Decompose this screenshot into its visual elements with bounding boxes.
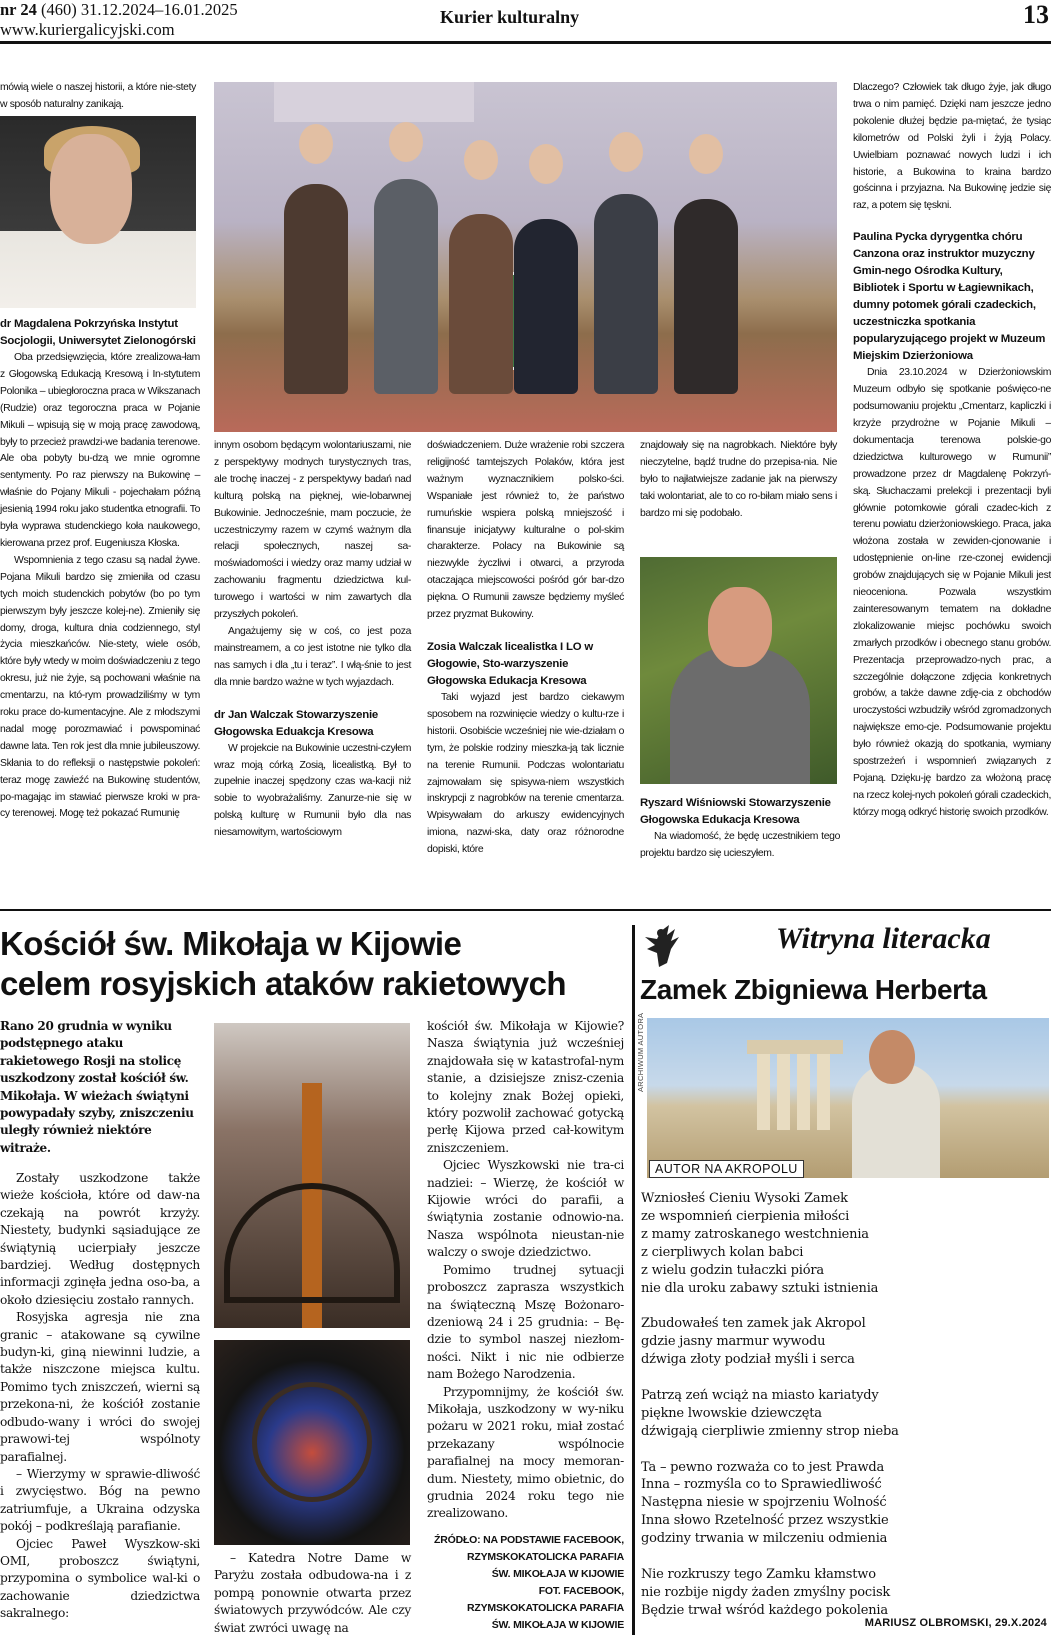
magda-paragraph-1: Oba przedsięwzięcia, które zrealizowa-łam z Głogowską Edukacją Kresową i In-stytutem Polonika – ubiegłoroczna praca w Wikszanach (Rudzie) oraz tegoroczna praca w Pojanie Mikuli – wpisują się w moją pracę zawodową, były to przecież prawdzi-we badania terenowe. Ale oba pobyty bu-dzą we mnie ogromne sentymenty. Po raz pierwszy na Bukowinę – właśnie do Pojany Mikuli - pojechałam późną jesienią 1994 roku jako studentka etnografii. To była wyprawa studenckiego koła naukowego, kierowana przez prof. Eugeniusza Kłoska. — [0, 352, 200, 549]
column-divider — [632, 925, 635, 1635]
zosia-heading: Zosia Walczak licealistka I LO w Głogowie, Sto-warzyszenie Głogowska Edukacja Kresowa — [427, 640, 594, 687]
kosciol-col1: Zostały uszkodzone także wieże kościoła, które od daw-na czekają na powrót krzyży. Niestety, budynki sąsiadujące ze świątynią ucierpiały jeszcze bardziej. Według dostępnych informacji zginęła jedna oso-ba, a około dziesięciu zostało rannych. Rosyjska agresja nie zna granic – atakowane są cywilne budyn-ki, giną niewinni ludzie, a także niszczone miejsca kultu. Pomimo tych zniszczeń, wierni są przekona-ni, że kościół zostanie odbudo-wany i wróci do swojej prawowi-tej wspólnoty parafialnej. – Wierzymy w sprawie-dliwość i zwycięstwo. Bóg na pewno zatriumfuje, a Ukraina odzyska pokój – podkreślają parafianie. Ojciec Paweł Wyszkow-ski OMI, proboszcz świątyni, przypomina o symbolice wal-ki o zachowanie dziedzictwa sakralnego: — [0, 1171, 200, 1621]
kosciol-col2: – Katedra Notre Dame w Paryżu została odbudowa-na i z pompą ponownie otwarta przez światowych przywódców. Ale czy świat zwróci uwagę na — [214, 1551, 411, 1635]
ryszard-paragraph-1: Na wiadomość, że będę uczestnikiem tego projektu bardzo się ucieszyłem. — [640, 831, 840, 859]
witryna-literacka-heading: Witryna literacka — [776, 922, 991, 955]
ryszard-heading: Ryszard Wiśniowski Stowarzyszenie Głogowska Edukacja Kresowa — [640, 797, 831, 826]
angel-statue-icon — [641, 923, 683, 968]
masthead-left — [0, 0, 238, 40]
poem-title: Zamek Zbigniewa Herberta — [640, 974, 987, 1005]
photo-source-credit: ŹRÓDŁO: NA PODSTAWIE FACEBOOK, RZYMSKOKATOLICKA PARAFIA ŚW. MIKOŁAJA W KIJOWIE FOT. FACEBOOK, RZYMSKOKATOLICKA PARAFIA ŚW. MIKOŁAJA W KIJOWIE — [434, 1534, 624, 1631]
col5-body — [853, 80, 1051, 822]
col3-body — [427, 438, 624, 859]
photo-group-participants — [214, 82, 837, 432]
col2-paragraph-1: innym osobom będącym wolontariuszami, nie z perspektywy modnych turystycznych tras, ale trochę inaczej - z perspektywy badań nad kulturą polską na pięknej, wie-lobarwnej Bukowinie. Jednocześnie, mam poczucie, że uczestniczymy razem w czymś ważnym dla relacji społecznych, naszej sa-moświadomości i wiedzy oraz mamy udział w zachowaniu fragmentu dziedzictwa kul-turowego i wartości w nim zawartych dla przyszłych pokoleń. — [214, 440, 411, 621]
photo-author-acropolis — [647, 1018, 1049, 1178]
header-divider — [0, 41, 1051, 44]
col1-intro: mówią wiele o naszej historii, a które nie-stety w sposób naturalny zanikają. — [0, 82, 196, 110]
col4-body — [640, 795, 840, 863]
poem-stanza: Patrzą zeń wciąż na miasto kariatydy piękne lwowskie dziewczęta dźwigają cierpliwie zmienny strop nieba — [641, 1387, 899, 1439]
col3-paragraph-1: doświadczeniem. Duże wrażenie robi szczera religijność tamtejszych Polaków, która jest ważnym wyznacznikiem polsko-ści. Wspaniałe jest również to, że państwo rumuńskie wspiera polską mniejszość i finansuje inicjatywy kulturalne o pol-skim charakterze. Polacy na Bukowinie są niezwykle życzliwi i otwarci, a przyroda otaczająca miejscowości pośród gór bar-dzo piękna. O Rumunii zawsze będziemy myśleć przez pryzmat Bukowiny. — [427, 440, 624, 621]
poem-stanza: Zbudowałeś ten zamek jak Akropol gdzie jasny marmur wywodu dźwiga złoty podział myśli i serca — [641, 1316, 866, 1368]
col4-text: znajdowały się na nagrobkach. Niektóre były nieczytelne, bądź trudne do przepisa-nia. Nie było to najłatwiejsze zadanie jak na pierwszy taki wolontariat, ale to co ro-biłam miało sens i bardzo mi się podobało. — [640, 440, 837, 519]
col2-body — [214, 438, 411, 842]
issue-number: nr 24 — [0, 0, 37, 19]
magda-paragraph-2: Wspomnienia z tego czasu są nadal żywe. Pojana Mikuli bardzo się zmieniła od czasu tych moich studenckich pobytów (bo po tym pierwszym były jeszcze kolej-ne). Zmieniły się domy, droga, kultura dnia codziennego, styl życia mieszkańców. Nie-stety, wiele osób, które były wtedy w moim doświadczeniu z tego okresu, już nie żyje, są pochowani właśnie na cmentarzu, na któ-rym prowadziliśmy w tym roku prace do-kumentacyjne. Ale z młodszymi nadal mogę porozmawiać i powspominać dawne lata. Ten rok jest dla mnie jubileuszowy. Skłania to do refleksji o następstwie pokoleń: teraz mogę zawieźć na Bukowinę studentów, po-magając im stawiać pierwsze kroki w pra-cy terenowej. Mogę też pokazać Rumunię — [0, 554, 201, 820]
kosciol-lead: Rano 20 grudnia w wyniku podstępnego ataku rakietowego Rosji na stolicę uszkodzony został kościół św. Mikołaja. W wieżach świątyni powypadały szyby, zniszczeniu uległy również niektóre witraże. — [0, 1019, 194, 1155]
photo-credit: ARCHIWUM AUTORA — [636, 1012, 645, 1092]
magda-heading: dr Magdalena Pokrzyńska Instytut Socjologii, Uniwersytet Zielonogórski — [0, 318, 196, 347]
section-divider — [0, 909, 1051, 911]
photo-caption: AUTOR NA AKROPOLU — [649, 1160, 804, 1178]
poem-text — [641, 1190, 1051, 1635]
poem-stanza: Wzniosłeś Cieniu Wysoki Zamek ze wspomnień cierpienia miłości z mamy zatroskanego westchnienia z cierpliwych kolan babci z wielu godzin tułaczki pióra nie dla uroku zabawy sztuki istnienia — [641, 1191, 879, 1296]
col1-body — [0, 316, 200, 823]
poem-author-signature: MARIUSZ OLBROMSKI, 29.X.2024 — [864, 1617, 1047, 1629]
jan-heading: dr Jan Walczak Stowarzyszenie Głogowska Eduakcja Kresowa — [214, 708, 379, 738]
page-number: 13 — [1023, 0, 1049, 29]
col5-paragraph-1: Dlaczego? Człowiek tak długo żyje, jak długo trwa o nim pamięć. Dzięki nam jeszcze jedno pokolenie dłużej będzie pa-miętać, że tysiąc kilometrów od Polski żyli i żyją Polacy. Uwielbiam poznawać nowych ludzi i ich historie, a Bukowina to kraina bardzo gościnna i przyjazna. Na Bukowinę jedzie się raz, a potem się tęskni. — [853, 82, 1051, 212]
kosciol-col3: kościół św. Mikołaja w Kijowie? Nasza świątynia już wcześniej znajdowała się w katastrofal-nym stanie, a dzisiejsze znisz-czenia to kolejny znak Bożej opieki, który pozwolił zachować gotycką perłę Kijowa przed cał-kowitym zniszczeniem. Ojciec Wyszkowski nie tra-ci nadziei: – Wierzę, że kościół w Kijowie wróci do parafii, a świątynia zostanie odnowio-na. Nasza wspólnota nieustan-nie walczy o swoje dziedzictwo. Pomimo trudnej sytuacji proboszcz zaprasza wszystkich na świąteczną Mszę Bożonaro-dzeniową 24 i 25 grudnia: – Bę-dzie to symbol naszej niezłom-ności. Nikt i nic nie odbierze nam Bożego Narodzenia. Przypomnijmy, że kościół św. Mikołaja, uszkodzony w wy-niku pożaru w 2021 roku, miał zostać przekazany wspólnocie parafialnej na mocy memoran-dum. Niestety, mimo obietnic, do grudnia 2024 roku tego nie zrealizowano. — [427, 1019, 624, 1521]
photo-church-tower — [214, 1023, 410, 1328]
paulina-heading: Paulina Pycka dyrygentka chóru Canzona oraz instruktor muzyczny Gmin-nego Ośrodka Kultury, Bibliotek i Sportu w Łagiewnikach, dumny potomek górali czadeckich, uczestniczka spotkania popularyzującego projekt w Muzeum Miejskim Dzierżoniowa — [853, 231, 1046, 363]
issue-dates: (460) 31.12.2024–16.01.2025 — [36, 0, 238, 19]
poem-stanza: Ta – pewno rozważa co to jest Prawda Inna – rozmyśla co to Sprawiedliwość Następna niesie w spojrzeniu Wolność Inna słowo Rzetelność przez wszystkie godziny trwania w milczeniu odmienia — [641, 1459, 889, 1547]
website-url[interactable]: www.kuriergalicyjski.com — [0, 20, 175, 39]
kosciol-headline: Kościół św. Mikołaja w Kijowie celem rosyjskich ataków rakietowych — [0, 925, 566, 1002]
section-name: Kurier kulturalny — [440, 7, 580, 27]
paulina-paragraph-1: Dnia 23.10.2024 w Dzierżoniowskim Muzeum odbyło się spotkanie poświęco-ne podsumowaniu projektu „Cmentarz, kapliczki i krzyże przydrożne w Pojanie Mikuli – dokumentacja terenowa polskie-go dziedzictwa kulturowego w Rumunii” prowadzone przez dr Magdalenę Pokrzyń-ską. Słuchaczami prelekcji i prezentacji byli głównie potomkowie górali czadec-kich z terenu powiatu dzierżoniowskiego. Praca, jaka włożona została w zewiden-cjonowanie i udostępnienie on-line rze-czonej ewidencji grobów znajdujących się w Pojanie Mikuli jest nieoceniona. Pozwala wszystkim zainteresowanym tematem na dokładne zlokalizowanie miejsc pochówku swoich zmarłych przodków i obecnego stanu grobów. Prezentacja przeprowadzo-nych prac, a szczególnie dołączone zdjęcia konkretnych grobów, a także dawne zdję-cia z obchodów uroczystości wzbudziły wśród zgromadzonych największe emo-cje. Podsumowanie projektu było również okazją do spotkania, wymiany spostrzeżeń i wspomnień związanych z Pojaną. Dzięku-ję bardzo za włożoną pracę na rzecz kolej-nych pokoleń górali czadeckich, którzy mogą odkryć historię swoich przodków. — [853, 367, 1051, 818]
col2-paragraph-2: Angażujemy się w coś, co jest poza mainstreamem, a co jest istotne nie tylko dla nas samych i dla „tu i teraz”. I włą-śnie to jest dla mnie bardzo ważne w tych wyjazdach. — [214, 625, 411, 688]
zosia-paragraph-1: Taki wyjazd jest bardzo ciekawym sposobem na rozwinięcie wiedzy o kultu-rze i historii. Osobiście wcześniej nie wie-działam o tym, że polskie rodziny mieszka-ją tak licznie na terenie Rumunii. Podczas wolontariatu zajmowałam się spisywa-niem wszystkich inskrypcji z nagrobków na terenie cmentarza. Wpisywałam do arkuszy ewidencyjnych imiona, nazwi-ska, daty oraz różnorodne dopiski, które — [427, 691, 624, 856]
photo-rose-window — [214, 1340, 410, 1545]
photo-ryszard-wisniowski — [640, 557, 837, 784]
poem-stanza: Nie rozkruszy tego Zamku kłamstwo nie rozbije nigdy żaden zmyślny pocisk Będzie trwał wśród każdego pokolenia — [641, 1566, 891, 1618]
photo-magdalena-pokrzynska — [0, 116, 196, 308]
jan-paragraph-1: W projekcie na Bukowinie uczestni-czyłem wraz moją córką Zosią, licealistką. Był to zupełnie inaczej spędzony czas wa-kacji niż sobie to wyobrażaliśmy. Zanurze-nie się w polską kulturę w Rumunii było dla nas niesamowitym, wartościowym — [214, 742, 411, 839]
